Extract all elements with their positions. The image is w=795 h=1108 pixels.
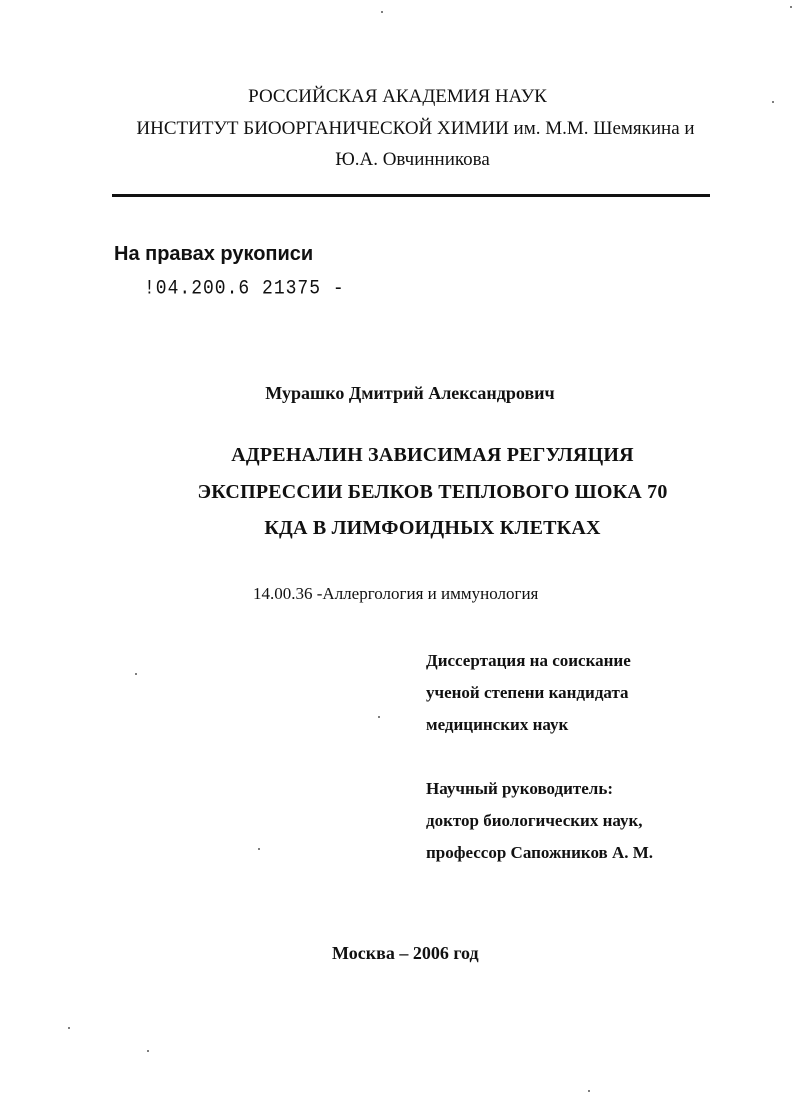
scan-speck bbox=[378, 716, 380, 718]
scan-speck bbox=[588, 1090, 590, 1092]
scan-speck bbox=[147, 1050, 149, 1052]
dissertation-line: ученой степени кандидата bbox=[426, 683, 629, 702]
place-year: Москва – 2006 год bbox=[332, 943, 479, 963]
title-line-2: ЭКСПРЕССИИ БЕЛКОВ ТЕПЛОВОГО ШОКА 70 bbox=[197, 481, 668, 503]
author-name: Мурашко Дмитрий Александрович bbox=[265, 383, 555, 403]
scan-speck bbox=[790, 6, 792, 8]
institute-name: ИНСТИТУТ БИООРГАНИЧЕСКОЙ ХИМИИ им. М.М. Шемякина и bbox=[136, 118, 695, 139]
institute-name-cont: Ю.А. Овчинникова bbox=[335, 149, 490, 170]
dissertation-line: Диссертация на соискание bbox=[426, 651, 631, 670]
dissertation-line: медицинских наук bbox=[426, 715, 569, 734]
supervisor-line: Научный руководитель: bbox=[426, 779, 613, 798]
scan-speck bbox=[381, 11, 383, 13]
scan-speck bbox=[68, 1027, 70, 1029]
supervisor-line: доктор биологических наук, bbox=[426, 811, 643, 830]
title-line-3: КДА В ЛИМФОИДНЫХ КЛЕТКАХ bbox=[264, 517, 601, 539]
title-line-1: АДРЕНАЛИН ЗАВИСИМАЯ РЕГУЛЯЦИЯ bbox=[231, 444, 634, 466]
scan-speck bbox=[135, 673, 137, 675]
header-divider bbox=[112, 194, 710, 197]
registration-stamp: !04.200.6 21375 - bbox=[144, 277, 345, 301]
supervisor-line: профессор Сапожников А. М. bbox=[426, 843, 654, 862]
scan-speck bbox=[772, 101, 774, 103]
scan-speck bbox=[258, 848, 260, 850]
supervisor-block bbox=[426, 773, 653, 869]
academy-name: РОССИЙСКАЯ АКАДЕМИЯ НАУК bbox=[248, 86, 547, 107]
manuscript-note: На правах рукописи bbox=[114, 243, 314, 265]
specialty-code: 14.00.36 -Аллергология и иммунология bbox=[253, 584, 539, 603]
dissertation-block bbox=[426, 645, 631, 741]
